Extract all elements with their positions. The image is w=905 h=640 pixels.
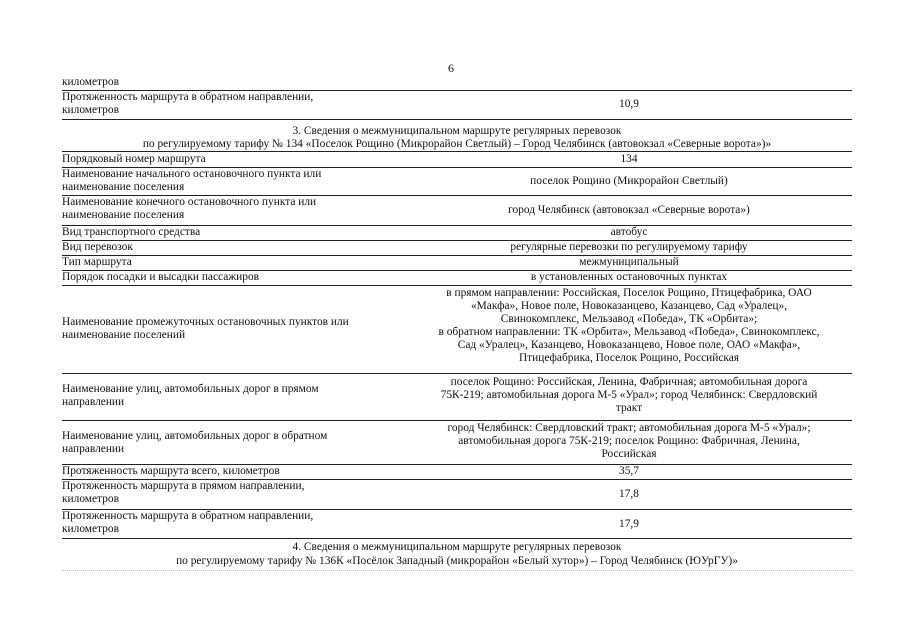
transport-kind-row: [62, 241, 852, 256]
transport-kind-label: Вид перевозок: [62, 241, 133, 253]
transport-kind-value: регулярные перевозки по регулируемому тарифу: [510, 241, 748, 253]
vehicle-label: Вид транспортного средства: [62, 226, 201, 238]
end-stop-value: город Челябинск (автовокзал «Северные ворота»): [508, 204, 750, 216]
page-number: 6: [448, 61, 454, 75]
start-stop-label: Наименование начального остановочного пункта или наименование поселения: [62, 168, 322, 193]
intermediate-stops-label: Наименование промежуточных остановочных пунктов или наименование поселений: [62, 316, 349, 341]
section4-heading-1: 4. Сведения о межмуниципальном маршруте регулярных перевозок: [292, 541, 622, 553]
route-number-value: 134: [620, 153, 638, 165]
boarding-value: в установленных остановочных пунктах: [530, 271, 728, 283]
reverse-length-row-prev: [62, 91, 852, 120]
route-type-value: межмуниципальный: [579, 256, 679, 268]
reverse-length-value-2: 17,9: [619, 518, 639, 530]
intermediate-stops-row: [62, 286, 852, 374]
route-number-row: [62, 153, 852, 168]
route-type-label: Тип маршрута: [62, 256, 132, 268]
forward-length-label: Протяженность маршрута в прямом направлении, километров: [62, 480, 305, 505]
end-stop-label: Наименование конечного остановочного пункта или наименование поселения: [62, 196, 317, 221]
reverse-streets-label: Наименование улиц, автомобильных дорог в обратном направлении: [62, 430, 328, 455]
reverse-length-label-2: Протяженность маршрута в обратном направлении, километров: [62, 510, 314, 535]
intermediate-stops-value: [404, 287, 854, 365]
section3-heading-2: по регулируемому тарифу № 134 «Поселок Рощино (Микрорайон Светлый) – Город Челябинск (автовокзал «Северные ворота»)»: [62, 138, 852, 152]
forward-streets-label: Наименование улиц, автомобильных дорог в прямом направлении: [62, 383, 319, 408]
forward-streets-row: [62, 374, 852, 421]
reverse-streets-value: город Челябинск: Свердловский тракт; автомобильная дорога М-5 «Урал»; автомобильная дорога 75К-219; поселок Рощино: Фабричная, Ленина, Российская: [447, 422, 811, 460]
vehicle-row: [62, 226, 852, 241]
stops-line: Сад «Уралец», Казанцево, Новоказанцево, Новое поле, ОАО «Макфа»,: [457, 339, 801, 351]
forward-streets-value: поселок Рощино: Российская, Ленина, Фабричная; автомобильная дорога 75К-219; автомобильная дорога М-5 «Урал»; город Челябинск: Свердловский тракт: [440, 376, 818, 414]
route-number-label: Порядковый номер маршрута: [62, 153, 206, 165]
start-stop-row: [62, 168, 852, 196]
reverse-length-row: [62, 510, 852, 539]
reverse-streets-row: [62, 421, 852, 465]
boarding-row: [62, 271, 852, 286]
start-stop-value: поселок Рощино (Микрорайон Светлый): [530, 175, 728, 187]
forward-length-value: 17,8: [619, 488, 639, 500]
section4-heading-2: по регулируемому тарифу № 136К «Посёлок Западный (микрорайон «Белый хутор») – Город Челябинск (ЮУрГУ)»: [176, 555, 738, 567]
stops-line: «Макфа», Новое поле, Новоказанцево, Казанцево, Сад «Уралец»,: [470, 300, 788, 312]
carry-row: [62, 76, 852, 91]
carry-label: километров: [62, 76, 119, 88]
total-length-value: 35,7: [619, 465, 639, 477]
stops-line: в обратном направлении: ТК «Орбита», Мельзавод «Победа», Свинокомплекс,: [438, 326, 820, 338]
route-type-row: [62, 256, 852, 271]
stops-line: Свинокомплекс, Мельзавод «Победа», ТК «Орбита»;: [500, 313, 758, 325]
forward-length-row: [62, 480, 852, 510]
total-length-row: [62, 465, 852, 480]
stops-line: Птицефабрика, Поселок Рощино, Российская: [518, 352, 740, 364]
boarding-label: Порядок посадки и высадки пассажиров: [62, 271, 260, 283]
end-stop-row: [62, 196, 852, 226]
reverse-length-label: Протяженность маршрута в обратном направлении, километров: [62, 91, 314, 116]
reverse-length-value: 10,9: [619, 98, 639, 110]
stops-line: в прямом направлении: Российская, Поселок Рощино, Птицефабрика, ОАО: [446, 287, 812, 299]
faint-divider: [62, 570, 852, 571]
total-length-label: Протяженность маршрута всего, километров: [62, 465, 280, 477]
section3-heading-1: 3. Сведения о межмуниципальном маршруте регулярных перевозок: [292, 125, 622, 137]
vehicle-value: автобус: [610, 226, 648, 238]
